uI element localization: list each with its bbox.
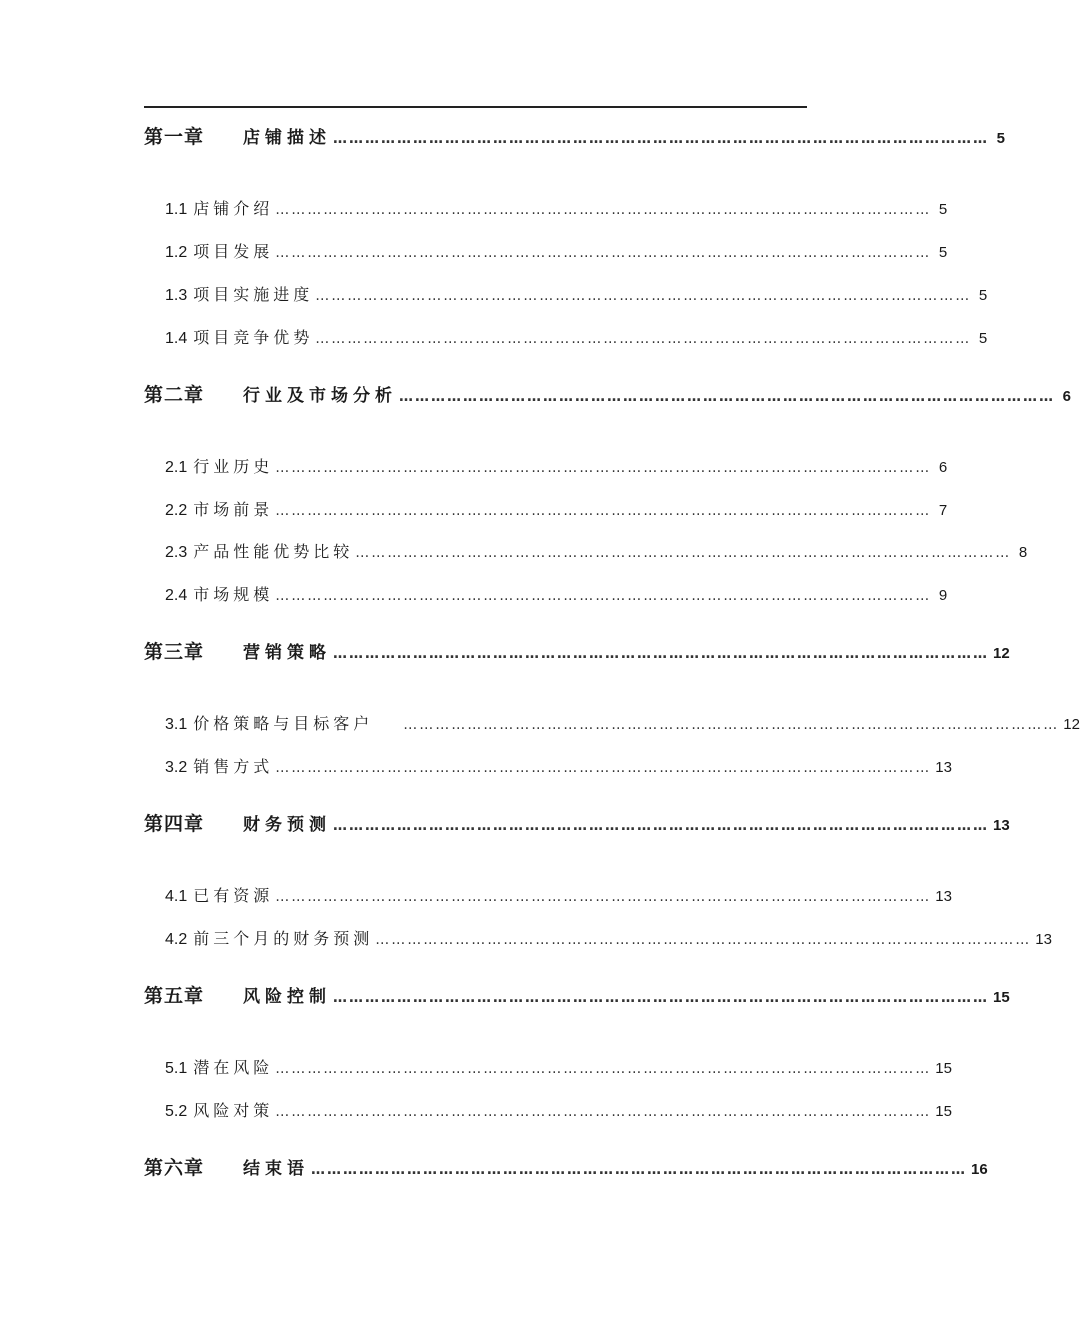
dot-leader: …………………………………………………………………………………………………………… [403,717,1060,733]
section-title: 潜在风险 [193,1058,274,1077]
dot-leader: …………………………………………………………………………………………………………… [275,889,932,905]
dot-leader: …………………………………………………………………………………………………………… [355,545,1012,561]
section-title: 价格策略与目标客户 [193,714,374,733]
page-number: 12 [993,645,1010,662]
toc-section-1-4[interactable] [165,325,988,348]
toc-section-2-2[interactable] [165,497,948,520]
toc-chapter-2[interactable] [144,380,1071,407]
page-number: 8 [1018,544,1028,561]
page-number: 12 [1063,716,1080,733]
section-title: 项目实施进度 [193,285,314,304]
section-number: 2.1 [165,459,188,476]
page-number: 15 [935,1060,952,1077]
dot-leader: …………………………………………………………………………………………………………… [275,1061,932,1077]
chapter-title: 店铺描述 [243,128,331,148]
toc-section-3-1[interactable] [165,711,1080,734]
section-title: 前三个月的财务预测 [193,929,374,948]
page-number: 5 [996,130,1005,147]
section-number: 1.1 [165,201,188,218]
page-number: 6 [938,459,948,476]
chapter-label: 第一章 [144,126,205,148]
top-rule [144,106,807,108]
toc-section-1-1[interactable] [165,196,948,219]
chapter-label: 第三章 [144,641,205,663]
page-number: 15 [993,989,1010,1006]
chapter-title: 结束语 [243,1159,309,1179]
section-number: 5.1 [165,1060,188,1077]
dot-leader: …………………………………………………………………………………………………………… [333,818,989,834]
page-number: 13 [935,888,952,905]
chapter-title: 营销策略 [243,643,331,663]
section-number: 3.2 [165,759,188,776]
dot-leader: …………………………………………………………………………………………………………… [333,646,989,662]
section-number: 5.2 [165,1103,188,1120]
section-number: 4.1 [165,888,188,905]
dot-leader: …………………………………………………………………………………………………………… [275,202,932,218]
section-title: 项目竞争优势 [193,328,314,347]
toc-section-4-1[interactable] [165,883,952,906]
toc-section-5-2[interactable] [165,1098,952,1121]
section-number: 1.2 [165,244,188,261]
chapter-title: 风险控制 [243,987,331,1007]
toc-section-5-1[interactable] [165,1055,952,1078]
page-number: 13 [935,759,952,776]
page-number: 13 [993,817,1010,834]
chapter-label: 第五章 [144,985,205,1007]
section-title: 市场规模 [193,585,274,604]
chapter-label: 第二章 [144,384,205,406]
toc-section-1-2[interactable] [165,239,948,262]
chapter-label: 第六章 [144,1157,205,1179]
toc-chapter-4[interactable] [144,809,1010,836]
page-number: 7 [938,502,948,519]
dot-leader: …………………………………………………………………………………………………………… [311,1162,967,1178]
section-number: 1.4 [165,330,188,347]
dot-leader: …………………………………………………………………………………………………………… [315,331,972,347]
toc-section-1-3[interactable] [165,282,988,305]
page-number: 5 [938,201,948,218]
section-title: 市场前景 [193,500,274,519]
chapter-label: 第四章 [144,813,205,835]
section-number: 4.2 [165,931,188,948]
dot-leader: …………………………………………………………………………………………………………… [315,288,972,304]
dot-leader: …………………………………………………………………………………………………………… [275,588,932,604]
section-number: 2.4 [165,587,188,604]
chapter-title: 财务预测 [243,815,331,835]
chapter-title: 行业及市场分析 [243,386,397,406]
dot-leader: …………………………………………………………………………………………………………… [275,460,932,476]
toc-section-2-4[interactable] [165,582,948,605]
toc-chapter-1[interactable] [144,122,1005,149]
dot-leader: …………………………………………………………………………………………………………… [399,389,1055,405]
page-number: 6 [1062,388,1071,405]
section-title: 产品性能优势比较 [193,542,354,561]
page-number: 9 [938,587,948,604]
section-title: 风险对策 [193,1101,274,1120]
section-title: 行业历史 [193,457,274,476]
dot-leader: …………………………………………………………………………………………………………… [275,1104,932,1120]
toc-section-2-3[interactable] [165,539,1028,562]
toc-chapter-6[interactable] [144,1153,988,1180]
dot-leader: …………………………………………………………………………………………………………… [275,503,932,519]
dot-leader: …………………………………………………………………………………………………………… [333,990,989,1006]
toc-chapter-5[interactable] [144,981,1010,1008]
toc-section-4-2[interactable] [165,926,1052,949]
section-title: 项目发展 [193,242,274,261]
section-number: 3.1 [165,716,188,733]
page-number: 5 [978,330,988,347]
section-number: 2.2 [165,502,188,519]
dot-leader: …………………………………………………………………………………………………………… [333,131,989,147]
section-title: 已有资源 [193,886,274,905]
toc-chapter-3[interactable] [144,637,1010,664]
toc-section-3-2[interactable] [165,754,952,777]
dot-leader: …………………………………………………………………………………………………………… [375,932,1032,948]
toc-section-2-1[interactable] [165,454,948,477]
dot-leader: …………………………………………………………………………………………………………… [275,760,932,776]
page-number: 16 [971,1161,988,1178]
page-number: 5 [938,244,948,261]
page-number: 15 [935,1103,952,1120]
dot-leader: …………………………………………………………………………………………………………… [275,245,932,261]
section-number: 1.3 [165,287,188,304]
section-title: 销售方式 [193,757,274,776]
page-number: 5 [978,287,988,304]
section-number: 2.3 [165,544,188,561]
page-number: 13 [1035,931,1052,948]
section-title: 店铺介绍 [193,199,274,218]
